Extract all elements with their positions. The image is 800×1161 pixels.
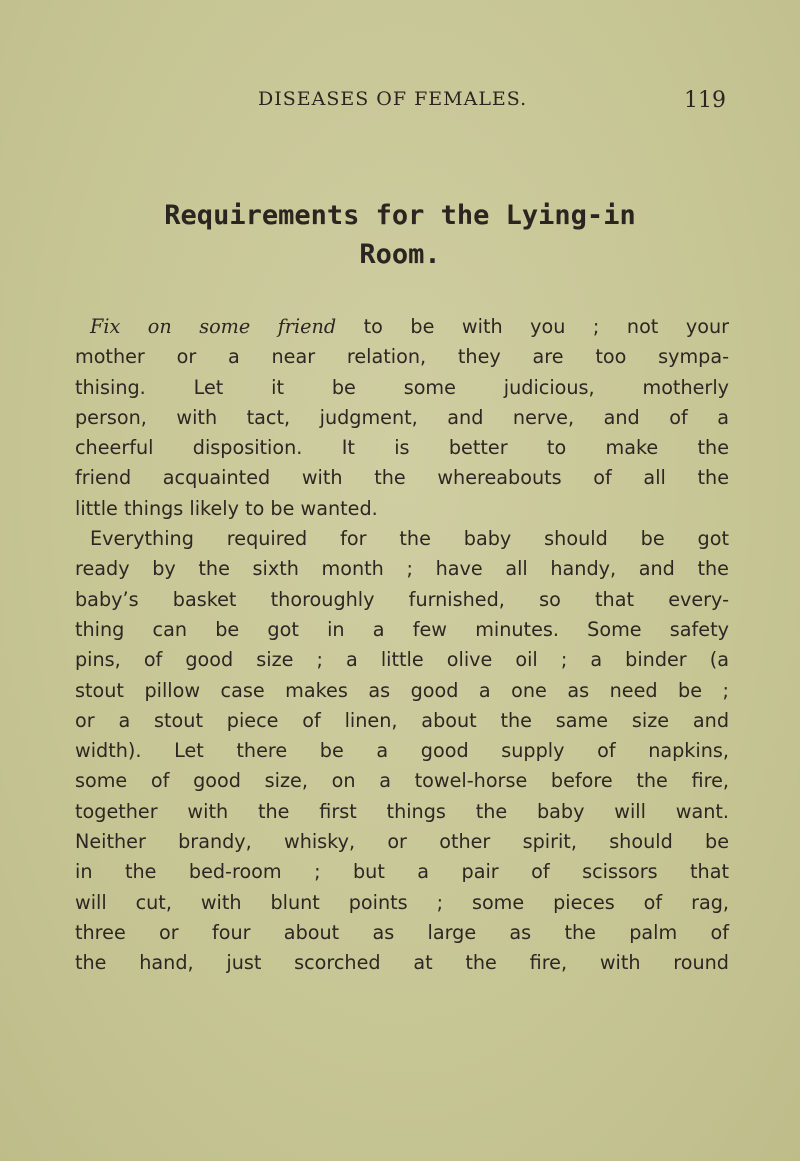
text-line-rest: to be with you ; not your: [336, 315, 729, 338]
text-line: stout pillow case makes as good a one as need be ;: [75, 678, 729, 702]
paragraph-2: [75, 524, 729, 978]
body-text: [75, 312, 729, 979]
section-heading: [60, 196, 740, 274]
emphasized-phrase: Fix on some friend: [90, 315, 337, 338]
text-line: width). Let there be a good supply of napkins,: [75, 739, 729, 763]
text-line: little things likely to be wanted.: [75, 496, 378, 520]
text-line: baby’s basket thoroughly furnished, so that every-: [75, 587, 729, 611]
text-line: three or four about as large as the palm of: [75, 920, 729, 944]
text-line: thising. Let it be some judicious, motherly: [75, 375, 729, 399]
text-line: thing can be got in a few minutes. Some safety: [75, 617, 729, 641]
text-line: or a stout piece of linen, about the same size and: [75, 708, 729, 732]
page-number: 119: [684, 88, 726, 113]
text-line: will cut, with blunt points ; some pieces of rag,: [75, 890, 729, 914]
paragraph-1: [75, 312, 729, 524]
text-line: cheerful disposition. It is better to make the: [75, 436, 729, 460]
section-heading-line-2: Room.: [359, 239, 441, 270]
text-line: pins, of good size ; a little olive oil ; a binder (a: [75, 648, 729, 672]
text-line: in the bed-room ; but a pair of scissors that: [75, 860, 729, 884]
text-line: Everything required for the baby should be got: [90, 527, 729, 551]
text-line: Neither brandy, whisky, or other spirit, should be: [75, 830, 729, 854]
text-line: mother or a near relation, they are too sympa-: [75, 345, 729, 369]
running-title: DISEASES OF FEMALES.: [258, 88, 528, 110]
text-line: friend acquainted with the whereabouts of all the: [75, 466, 729, 490]
running-head: [0, 88, 800, 118]
text-line: person, with tact, judgment, and nerve, and of a: [75, 405, 729, 429]
text-line: ready by the sixth month ; have all handy, and the: [75, 557, 729, 581]
section-heading-line-1: Requirements for the Lying-in: [164, 200, 636, 231]
text-line: the hand, just scorched at the fire, with round: [75, 951, 729, 975]
text-line: some of good size, on a towel-horse before the fire,: [75, 769, 729, 793]
text-line: [75, 312, 729, 342]
text-line: together with the first things the baby will want.: [75, 799, 729, 823]
